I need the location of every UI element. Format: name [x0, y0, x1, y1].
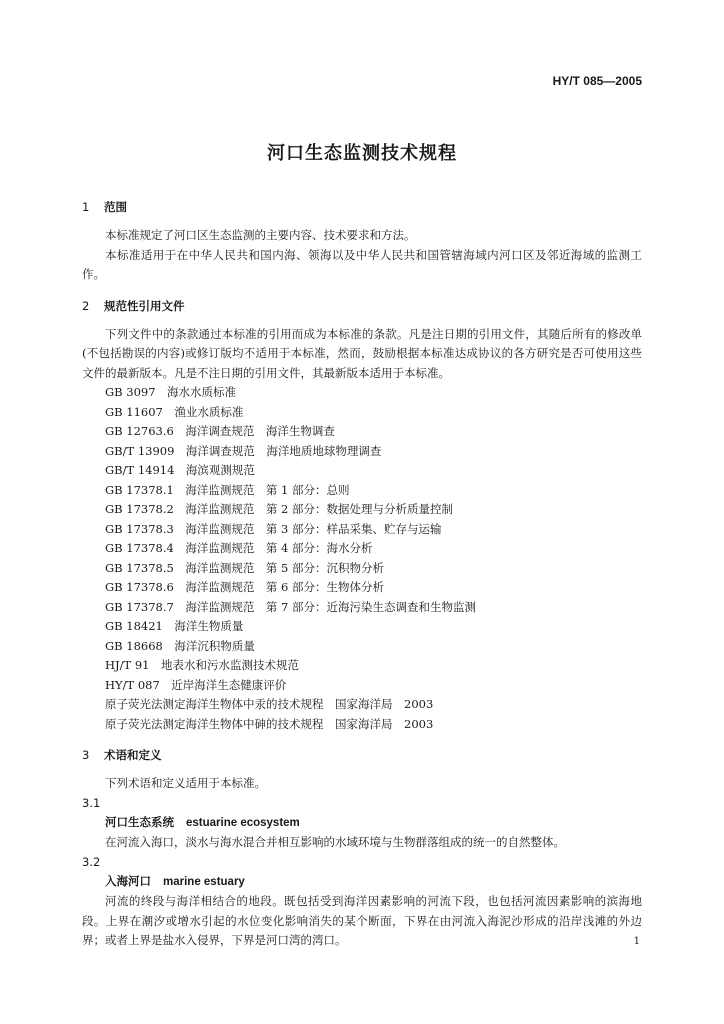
section-2-heading — [82, 297, 642, 316]
reference-item: GB/T 14914 海滨观测规范 — [105, 463, 255, 477]
section-1-heading — [82, 198, 642, 217]
reference-item: GB 17378.7 海洋监测规范 第 7 部分：近海污染生态调查和生物监测 — [105, 599, 476, 614]
standard-number: HY/T 085—2005 — [552, 74, 642, 88]
paragraph: 下列文件中的条款通过本标准的引用而成为本标准的条款。凡是注日期的引用文件，其随后所有的修改单(不包括勘误的内容)或修订版均不适用于本标准，然而，鼓励根据本标准达成协议的各方研究是否可使用这些文件的最新版本。凡是不注日期的引用文件，其最新版本适用于本标准。 — [82, 326, 642, 380]
reference-item: GB 18668 海洋沉积物质量 — [105, 638, 255, 653]
document-title: 河口生态监测技术规程 — [267, 143, 457, 164]
paragraph: 下列术语和定义适用于本标准。 — [105, 776, 266, 790]
reference-item: GB 17378.2 海洋监测规范 第 2 部分：数据处理与分析质量控制 — [105, 502, 453, 516]
term-zh: 河口生态系统 — [105, 814, 174, 829]
section-number: 3 — [82, 748, 90, 762]
term-en: marine estuary — [163, 875, 245, 888]
reference-list — [82, 383, 642, 734]
reference-item: GB 17378.1 海洋监测规范 第 1 部分：总则 — [105, 482, 350, 497]
section-3-heading — [82, 746, 642, 765]
reference-item: GB/T 13909 海洋调查规范 海洋地质地球物理调查 — [105, 443, 382, 458]
reference-item: GB 17378.4 海洋监测规范 第 4 部分：海水分析 — [105, 541, 373, 555]
section-title: 范围 — [104, 200, 127, 214]
term-heading — [82, 813, 642, 834]
paragraph: 本标准规定了河口区生态监测的主要内容、技术要求和方法。 — [105, 228, 416, 242]
reference-item: GB 11607 渔业水质标准 — [105, 404, 244, 419]
section-number: 1 — [82, 200, 90, 214]
term-number: 3.2 — [82, 854, 101, 869]
reference-item: HY/T 087 近岸海洋生态健康评价 — [105, 677, 287, 692]
reference-item: 原子荧光法测定海洋生物体中砷的技术规程 国家海洋局 2003 — [105, 716, 434, 731]
reference-item: GB 18421 海洋生物质量 — [105, 619, 244, 633]
reference-item: 原子荧光法测定海洋生物体中汞的技术规程 国家海洋局 2003 — [105, 697, 434, 711]
page-number: 1 — [633, 936, 640, 947]
term-zh: 入海河口 — [105, 873, 151, 888]
document-body — [82, 198, 642, 951]
reference-item: GB 17378.5 海洋监测规范 第 5 部分：沉积物分析 — [105, 560, 384, 575]
reference-item: HJ/T 91 地表水和污水监测技术规范 — [105, 658, 299, 672]
paragraph: 本标准适用于在中华人民共和国内海、领海以及中华人民共和国管辖海域内河口区及邻近海域的监测工作。 — [82, 247, 642, 281]
term-heading — [82, 872, 642, 893]
reference-item: GB 3097 海水水质标准 — [105, 385, 237, 399]
section-title: 术语和定义 — [104, 748, 162, 762]
reference-item: GB 12763.6 海洋调查规范 海洋生物调查 — [105, 424, 335, 438]
reference-item: GB 17378.3 海洋监测规范 第 3 部分：样品采集、贮存与运输 — [105, 521, 442, 536]
term-en: estuarine ecosystem — [186, 816, 300, 829]
section-number: 2 — [82, 298, 90, 313]
term-definition: 在河流入海口，淡水与海水混合并相互影响的水域环境与生物群落组成的统一的自然整体。 — [105, 835, 565, 849]
term-definition: 河流的终段与海洋相结合的地段。既包括受到海洋因素影响的河流下段，也包括河流因素影响的滨海地段。上界在潮汐或增水引起的水位变化影响消失的某个断面，下界在由河流入海泥沙形成的沿岸浅滩的外边界；或者上界是盐水入侵界，下界是河口湾的湾口。 — [82, 894, 642, 947]
section-title: 规范性引用文件 — [104, 298, 185, 313]
reference-item: GB 17378.6 海洋监测规范 第 6 部分：生物体分析 — [105, 580, 384, 594]
term-number: 3.1 — [82, 795, 101, 810]
